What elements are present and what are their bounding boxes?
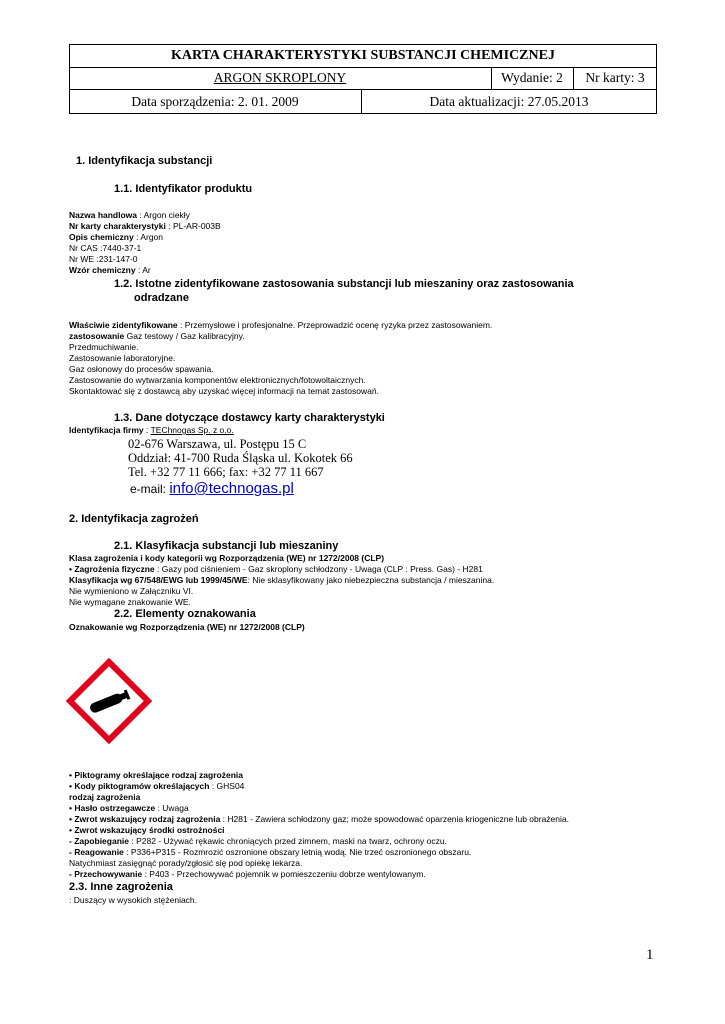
dsd-classification: Klasyfikacja wg 67/548/EWG lub 1999/45/WE: Nie sklasyfikowany jako niebezpieczna substancja / mieszanina. (69, 575, 495, 585)
use: zastosowanie Gaz testowy / Gaz kalibracyjny. (69, 331, 245, 341)
clp-heading: Klasa zagrożenia i kody kategorii wg Rozporządzenia (WE) nr 1272/2008 (CLP) (69, 553, 385, 563)
sds-number: Nr karty charakterystyki : PL-AR-003B (69, 221, 221, 231)
precautionary-statements-label: • Zwrot wskazujący środki ostrożności (69, 825, 225, 835)
date-created: Data sporządzenia: 2. 01. 2009 (131, 93, 299, 109)
pictogram-codes: • Kody piktogramów określających : GHS04 (69, 781, 245, 791)
edition: Wydanie: 2 (501, 70, 563, 85)
company-identification: Identyfikacja firmy : TEChnogas Sp. z o.o. (69, 425, 234, 435)
section-1-1-title: 1.1. Identyfikator produktu (114, 183, 253, 195)
we-number: Nr WE :231-147-0 (69, 254, 138, 264)
email-link[interactable]: info@technogas.pl (169, 480, 294, 497)
prevention: - Zapobieganie : P282 - Używać rękawic chroniących przed zimnem, maski na twarz, ochrony oczu. (69, 836, 447, 846)
use-item: Skontaktować się z dostawcą aby uzyskać więcej informacji na temat zastosowań. (69, 386, 379, 396)
trade-name: Nazwa handlowa : Argon ciekły (69, 210, 190, 220)
use-item: Gaz osłonowy do procesów spawania. (69, 364, 214, 374)
use-item: Przedmuchiwanie. (69, 342, 139, 352)
cas-number: Nr CAS :7440-37-1 (69, 243, 142, 253)
we-labelling-note: Nie wymagane znakowanie WE. (69, 597, 191, 607)
product-name: ARGON SKROPLONY (213, 70, 347, 85)
card-number: Nr karty: 3 (585, 70, 645, 85)
phone-fax: Tel. +32 77 11 666; fax: +32 77 11 667 (128, 465, 324, 479)
annex-note: Nie wymieniono w Załączniku VI. (69, 586, 194, 596)
date-updated: Data aktualizacji: 27.05.2013 (429, 93, 589, 109)
section-1-3-title: 1.3. Dane dotyczące dostawcy karty charakterystyki (114, 412, 385, 424)
labelling-heading: Oznakowanie wg Rozporządzenia (WE) nr 1272/2008 (CLP) (69, 622, 305, 632)
section-2-title: 2. Identyfikacja zagrożeń (69, 513, 199, 525)
section-1-2-title: 1.2. Istotne zidentyfikowane zastosowania substancji lub mieszaniny oraz zastosowania (114, 278, 574, 290)
address-line: Oddział: 41-700 Ruda Śląska ul. Kokotek 66 (128, 451, 353, 465)
use-item: Zastosowanie laboratoryjne. (69, 353, 176, 363)
document-title: KARTA CHARAKTERYSTYKI SUBSTANCJI CHEMICZNEJ (171, 47, 555, 63)
chemical-formula: Wzór chemiczny : Ar (69, 265, 151, 275)
use-item: Zastosowanie do wytwarzania komponentów elektronicznych/fotowoltaicznych. (69, 375, 366, 385)
section-1-title: 1. Identyfikacja substancji (76, 155, 213, 167)
other-hazards: : Duszący w wysokich stężeniach. (69, 895, 198, 905)
chemical-description: Opis chemiczny : Argon (69, 232, 164, 242)
signal-word: • Hasło ostrzegawcze : Uwaga (69, 803, 189, 813)
section-2-3-title: 2.3. Inne zagrożenia (69, 881, 173, 893)
identified-uses: Właściwie zidentyfikowane : Przemysłowe i profesjonalne. Przeprowadzić ocenę ryzyka przez zastosowaniem. (69, 320, 493, 330)
response: - Reagowanie : P336+P315 - Rozmrozić oszronione obszary letnią wodą. Nie trzeć oszronionego obszaru. (69, 847, 472, 857)
storage: - Przechowywanie : P403 - Przechowywać pojemnik w pomieszczeniu dobrze wentylowanym. (69, 869, 426, 879)
email-line: e-mail: info@technogas.pl (130, 480, 294, 497)
address-line: 02-676 Warszawa, ul. Postępu 15 C (128, 437, 307, 451)
hazard-type: rodzaj zagrożenia (69, 792, 141, 802)
physical-hazards: • Zagrożenia fizyczne : Gazy pod ciśnieniem - Gaz skroplony schłodzony - Uwaga (CLP : Press. Gas) - H281 (69, 564, 483, 574)
gas-cylinder-icon (66, 658, 152, 744)
page-number: 1 (646, 947, 654, 963)
section-2-2-title: 2.2. Elementy oznakowania (114, 608, 256, 620)
section-2-1-title: 2.1. Klasyfikacja substancji lub mieszaniny (114, 540, 339, 552)
hazard-statement: • Zwrot wskazujący rodzaj zagrożenia : H281 - Zawiera schłodzony gaz; może spowodować oparzenia kriogeniczne lub obrażenia. (69, 814, 569, 824)
response-extra: Natychmiast zasięgnąć porady/zgłosić się pod opiekę lekarza. (69, 858, 303, 868)
section-1-2-title-cont: odradzane (134, 292, 190, 304)
pictograms-label: • Piktogramy określające rodzaj zagrożenia (69, 770, 243, 780)
